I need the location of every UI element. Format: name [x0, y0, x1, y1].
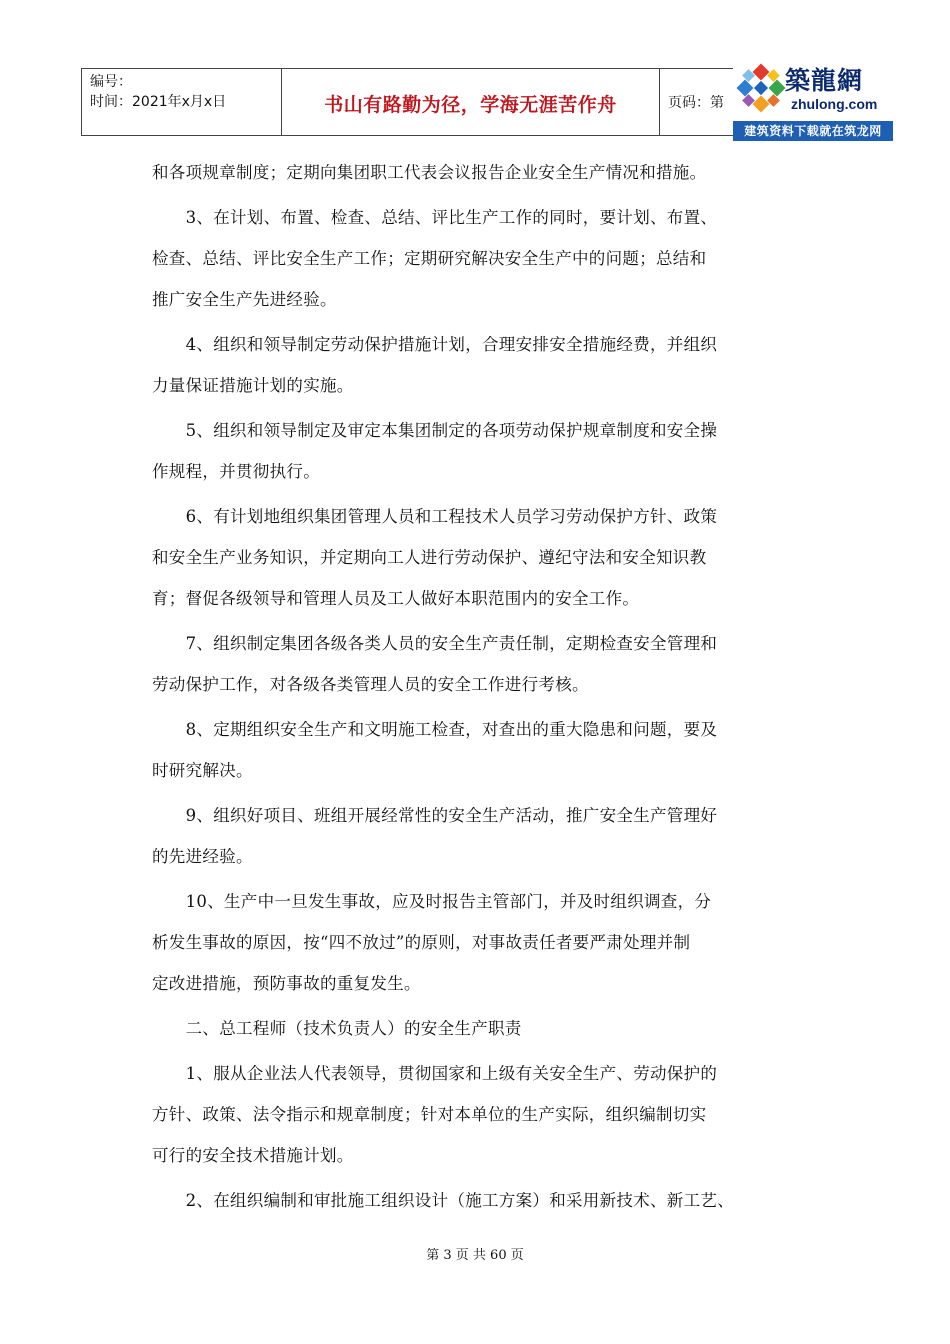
paragraph [152, 1008, 812, 1049]
header-info-cell [82, 69, 282, 135]
header-slogan: 书山有路勤为径，学海无涯苦作舟 [282, 69, 660, 135]
paragraph-line: 可行的安全技术措施计划。 [152, 1146, 354, 1165]
document-date-label: 时间：2021年x月x日 [90, 94, 227, 110]
paragraph-line: 二、总工程师（技术负责人）的安全生产职责 [152, 1019, 522, 1038]
paragraph-line: 5、组织和领导制定及审定本集团制定的各项劳动保护规章制度和安全操 [152, 421, 718, 440]
logo-banner: 建筑资料下载就在筑龙网 [733, 121, 893, 141]
paragraph [152, 795, 812, 877]
paragraph-line: 析发生事故的原因，按“四不放过”的原则，对事故责任者要严肃处理并制 [152, 933, 691, 952]
paragraph-line: 和各项规章制度；定期向集团职工代表会议报告企业安全生产情况和措施。 [152, 163, 707, 182]
paragraph-line: 7、组织制定集团各级各类人员的安全生产责任制，定期检查安全管理和 [152, 634, 718, 653]
paragraph-line: 力量保证措施计划的实施。 [152, 376, 354, 395]
page-header [81, 68, 741, 136]
paragraph-line: 方针、政策、法令指示和规章制度；针对本单位的生产实际，组织编制切实 [152, 1105, 707, 1124]
paragraph-line: 时研究解决。 [152, 761, 253, 780]
paragraph-line: 2、在组织编制和审批施工组织设计（施工方案）和采用新技术、新工艺、 [152, 1191, 734, 1210]
page-number-label: 页码：第 [668, 95, 724, 111]
logo-name: 築龍網 [785, 66, 864, 95]
paragraph-line: 10、生产中一旦发生事故，应及时报告主管部门，并及时组织调查，分 [152, 892, 712, 911]
paragraph-line: 的先进经验。 [152, 847, 253, 866]
paragraph-line: 推广安全生产先进经验。 [152, 290, 337, 309]
paragraph [152, 197, 812, 320]
paragraph [152, 152, 812, 193]
paragraph-line: 4、组织和领导制定劳动保护措施计划，合理安排安全措施经费，并组织 [152, 335, 718, 354]
paragraph-line: 9、组织好项目、班组开展经常性的安全生产活动，推广安全生产管理好 [152, 806, 718, 825]
paragraph [152, 1053, 812, 1176]
paragraph-line: 和安全生产业务知识，并定期向工人进行劳动保护、遵纪守法和安全知识教 [152, 548, 707, 567]
paragraph [152, 410, 812, 492]
zhulong-logo [733, 57, 895, 143]
paragraph [152, 881, 812, 1004]
paragraph [152, 324, 812, 406]
document-body [152, 152, 812, 1225]
paragraph [152, 709, 812, 791]
paragraph-line: 劳动保护工作，对各级各类管理人员的安全工作进行考核。 [152, 675, 589, 694]
paragraph-line: 8、定期组织安全生产和文明施工检查，对查出的重大隐患和问题，要及 [152, 720, 718, 739]
page-footer: 第 3 页 共 60 页 [426, 1248, 524, 1263]
paragraph-line: 3、在计划、布置、检查、总结、评比生产工作的同时，要计划、布置、 [152, 208, 718, 227]
paragraph-line: 育；督促各级领导和管理人员及工人做好本职范围内的安全工作。 [152, 589, 640, 608]
paragraph [152, 1180, 812, 1221]
document-number-label: 编号： [90, 74, 132, 90]
logo-url: zhulong.com [791, 96, 878, 112]
paragraph-line: 6、有计划地组织集团管理人员和工程技术人员学习劳动保护方针、政策 [152, 507, 718, 526]
paragraph [152, 496, 812, 619]
paragraph-line: 1、服从企业法人代表领导，贯彻国家和上级有关安全生产、劳动保护的 [152, 1064, 718, 1083]
paragraph [152, 623, 812, 705]
paragraph-line: 作规程，并贯彻执行。 [152, 462, 320, 481]
paragraph-line: 定改进措施，预防事故的重复发生。 [152, 974, 421, 993]
paragraph-line: 检查、总结、评比安全生产工作；定期研究解决安全生产中的问题；总结和 [152, 249, 707, 268]
